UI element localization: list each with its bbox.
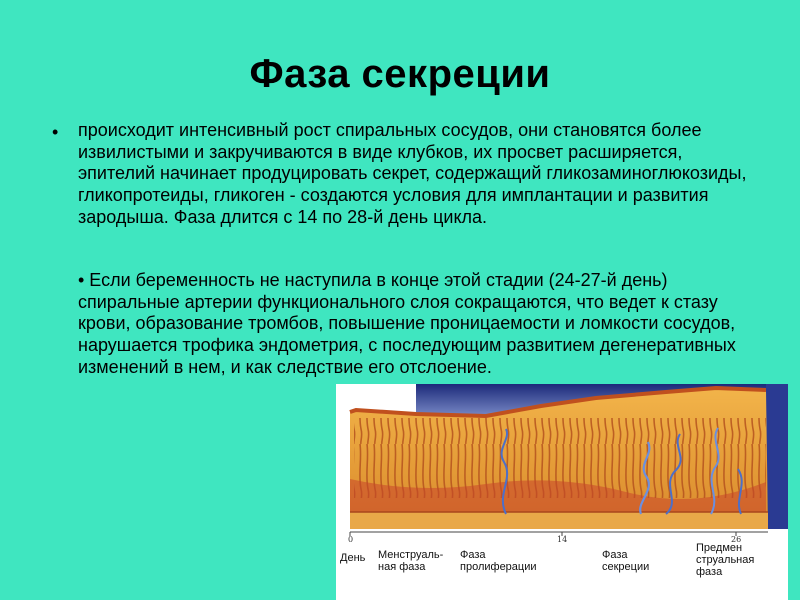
bullet-marker: • (52, 122, 59, 142)
label-day: День (340, 552, 366, 564)
paragraph-secretion-description: происходит интенсивный рост спиральных сосудов, они становятся более извилистыми и закручиваются в виде клубков, их просвет расширяется, эпителий начинает продуцировать секрет, содержащий гликозаминоглюкозиды, гликопротеиды, гликоген - создаются условия для имплантации и развития зародыша. Фаза длится с 14 по 28-й день цикла. (78, 120, 747, 227)
endometrium-cycle-illustration (336, 384, 788, 600)
slide-title: Фаза секреции (249, 52, 551, 96)
label-proliferation-phase: Фаза пролиферации (460, 549, 537, 573)
label-premenstrual-phase: Предмен струальная фаза (696, 542, 755, 578)
paragraph-no-pregnancy: • Если беременность не наступила в конце этой стадии (24-27-й день) спиральные артерии функционального слоя сокращаются, что ведет к стазу крови, образование тромбов, повышение проницаемости и ломкости сосудов, нарушается трофика эндометрия, с последующим развитием дегенеративных изменений в нем, и как следствие его отслоение. (78, 270, 736, 377)
tick-day-14: 14 (557, 535, 568, 544)
tick-day-26: 26 (731, 535, 742, 544)
label-secretion-phase: Фаза секреции (602, 549, 650, 573)
label-menstrual-phase: Менструаль- ная фаза (378, 549, 444, 573)
tick-day-0: 0 (348, 535, 354, 544)
